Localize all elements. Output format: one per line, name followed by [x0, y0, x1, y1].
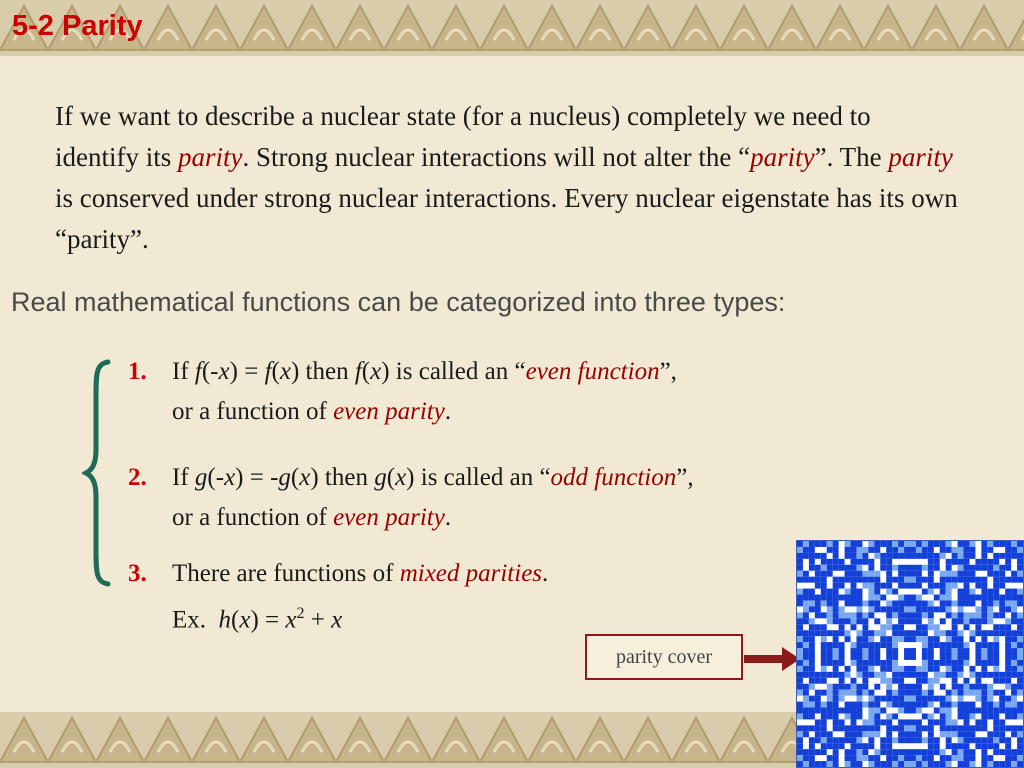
item-line: [172, 554, 548, 594]
item-line: [172, 458, 694, 498]
text: (: [271, 358, 280, 385]
top-decorative-border: [0, 0, 1024, 56]
math-var: x: [279, 358, 291, 385]
intro-paragraph: [55, 96, 960, 260]
text: (-: [201, 358, 219, 385]
text: ) then: [310, 464, 375, 491]
list-item-mixed-parities: [128, 554, 548, 640]
categories-lead: Real mathematical functions can be categorized into three types:: [11, 287, 786, 317]
item-number: 2.: [128, 464, 147, 491]
text: ) =: [229, 358, 265, 385]
text: or a function of: [172, 398, 334, 425]
curly-brace-icon: [82, 358, 112, 588]
math-var: g: [194, 464, 208, 491]
math-var: x: [299, 464, 311, 491]
list-item-odd-function: [128, 458, 694, 538]
list-item-even-function: [128, 352, 677, 432]
text: (: [386, 464, 396, 491]
math-var: f: [194, 358, 202, 385]
math-var: x: [331, 606, 343, 634]
parity-cover-image: [796, 540, 1024, 768]
text: .: [542, 560, 549, 587]
item-line: [172, 392, 677, 432]
parity-term: parity: [178, 142, 243, 172]
math-var: x: [218, 358, 230, 385]
exponent: 2: [296, 605, 305, 622]
text: +: [304, 606, 332, 634]
item-line: [172, 352, 677, 392]
item-line: [172, 498, 694, 538]
item-number: 3.: [128, 560, 147, 587]
text: ) =: [250, 606, 286, 634]
math-var: g: [278, 464, 291, 491]
text: .: [444, 504, 452, 531]
even-parity-term: even parity: [333, 504, 445, 531]
even-function-term: even function: [525, 358, 660, 385]
math-var: g: [374, 464, 387, 491]
text: Ex.: [172, 606, 219, 634]
math-var: x: [224, 464, 236, 491]
slide-title: 5-2 Parity: [12, 10, 143, 42]
mixed-parities-term: mixed parities: [399, 560, 543, 587]
intro-text: If we want to describe a nuclear state (for a nucleus) completely we need to identify its: [55, 101, 871, 172]
even-parity-term: even parity: [333, 398, 445, 425]
intro-text: is conserved under strong nuclear interactions. Every nuclear eigenstate has its own “parity”.: [55, 183, 958, 254]
intro-text: ”. The: [814, 142, 889, 172]
text: .: [444, 398, 452, 425]
math-var: h: [218, 606, 232, 634]
text: (: [290, 464, 300, 491]
example-formula: [172, 594, 548, 640]
intro-text: . Strong nuclear interactions will not alter the “: [242, 142, 751, 172]
text: ) is called an “: [406, 464, 551, 491]
odd-function-term: odd function: [550, 464, 677, 491]
text: ”,: [659, 358, 677, 385]
text: ) is called an “: [381, 358, 526, 385]
text: or a function of: [172, 504, 334, 531]
item-number: 1.: [128, 358, 147, 385]
text: ”,: [676, 464, 694, 491]
text: ) then: [290, 358, 355, 385]
text: (: [231, 606, 240, 634]
text: There are functions of: [172, 560, 400, 587]
math-var: f: [354, 358, 362, 385]
parity-cover-callout: parity cover: [585, 634, 743, 680]
text: (: [361, 358, 371, 385]
text: (-: [207, 464, 225, 491]
math-var: x: [370, 358, 382, 385]
parity-term: parity: [888, 142, 953, 172]
text: If: [172, 464, 195, 491]
parity-term: parity: [750, 142, 815, 172]
text: If: [172, 358, 195, 385]
text: ) = -: [235, 464, 279, 491]
math-var: x: [285, 606, 297, 634]
arrow-right-icon: [744, 646, 800, 672]
math-var: x: [239, 606, 251, 634]
math-var: x: [395, 464, 407, 491]
math-var: f: [264, 358, 272, 385]
